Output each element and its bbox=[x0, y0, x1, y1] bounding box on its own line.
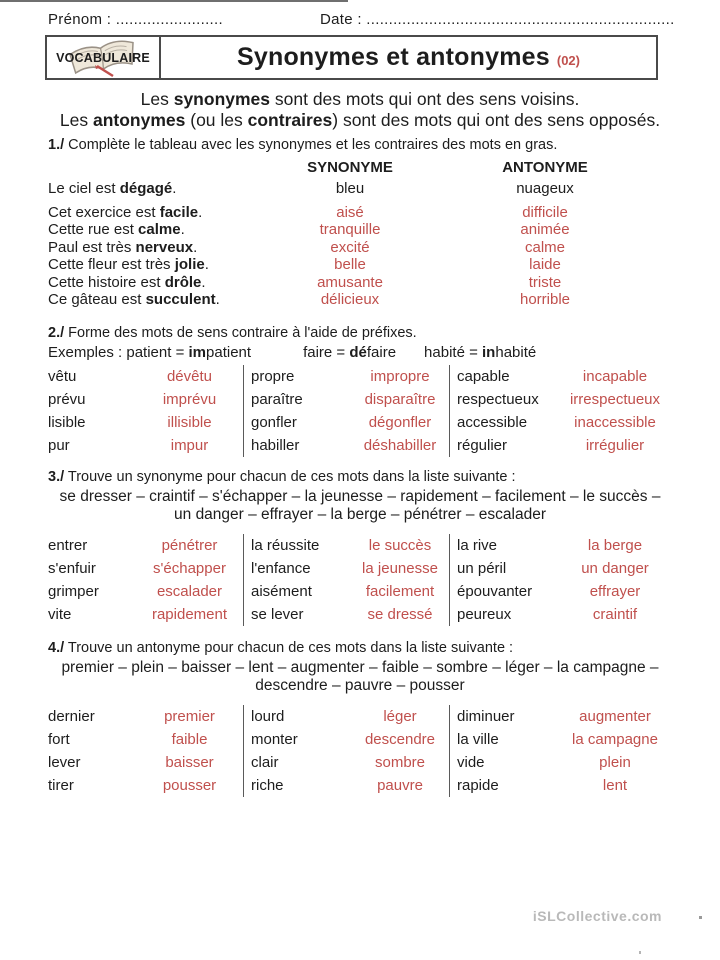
answer-word: pénétrer bbox=[161, 536, 218, 554]
antonyme-column-header: ANTONYME bbox=[502, 159, 588, 176]
exercise4-column-group-2 bbox=[243, 705, 449, 797]
prompt-word: propre bbox=[251, 367, 295, 385]
scan-speck bbox=[699, 916, 702, 919]
worksheet-number: (02) bbox=[556, 53, 580, 68]
prompt-word: respectueux bbox=[457, 390, 539, 408]
prompt-word: la ville bbox=[457, 730, 499, 748]
exercise2-column-group-3 bbox=[449, 365, 664, 457]
date-field: Date : ..................................................................... bbox=[320, 11, 675, 28]
prompt-word: accessible bbox=[457, 413, 528, 431]
exercise1-column-headers bbox=[48, 159, 720, 176]
islcollective-watermark: iSLCollective.com bbox=[532, 908, 662, 924]
worksheet-header bbox=[45, 35, 658, 80]
answer-word: se dressé bbox=[367, 605, 433, 623]
exercise4-word-list: premier – plein – baisser – lent – augmenter – faible – sombre – léger – la campagne – descendre – pauvre – pousser bbox=[61, 658, 659, 694]
exercise2-column-group-1 bbox=[48, 365, 243, 457]
prompt-word: vêtu bbox=[48, 367, 77, 385]
exercise2-heading: 2./ Forme des mots de sens contraire à l'aide de préfixes. bbox=[48, 324, 417, 341]
antonyme-answer: horrible bbox=[519, 291, 571, 308]
antonyme-answer: difficile bbox=[522, 203, 568, 221]
intro-line-2: Les antonymes (ou les contraires) sont des mots qui ont des sens opposés. bbox=[59, 110, 661, 130]
intro-text bbox=[0, 89, 720, 131]
prompt-word: entrer bbox=[48, 536, 88, 554]
table-row: Cette fleur est très jolie. bbox=[48, 256, 209, 273]
prompt-word: monter bbox=[251, 730, 298, 748]
exercise1-table bbox=[48, 180, 720, 309]
answer-word: irrespectueux bbox=[569, 390, 661, 408]
synonyme-answer: excité bbox=[330, 238, 370, 256]
prompt-word: gonfler bbox=[251, 413, 297, 431]
exercise3-table bbox=[48, 534, 720, 626]
prompt-word: régulier bbox=[457, 436, 508, 454]
answer-word: augmenter bbox=[579, 707, 651, 725]
exercise1-heading: 1./ Complète le tableau avec les synonymes et les contraires des mots en gras. bbox=[48, 137, 558, 153]
title-cell bbox=[161, 37, 656, 78]
name-date-line bbox=[48, 11, 720, 28]
prompt-word: se lever bbox=[251, 605, 304, 623]
prompt-word: habiller bbox=[251, 436, 300, 454]
prompt-word: lever bbox=[48, 753, 81, 771]
prompt-word: lourd bbox=[251, 707, 285, 725]
answer-word: illisible bbox=[167, 413, 212, 431]
prompt-word: clair bbox=[251, 753, 279, 771]
page-title: Synonymes et antonymes bbox=[237, 43, 550, 71]
prompt-word: vite bbox=[48, 605, 72, 623]
answer-word: facilement bbox=[365, 582, 435, 600]
exercise4-heading: 4./ Trouve un antonyme pour chacun de ces mots dans la liste suivante : bbox=[48, 639, 514, 656]
table-row: Ce gâteau est succulent. bbox=[48, 291, 220, 308]
answer-word: effrayer bbox=[589, 582, 641, 600]
answer-word: pauvre bbox=[377, 776, 423, 794]
synonyme-column-header: SYNONYME bbox=[307, 159, 393, 176]
scan-speck bbox=[639, 951, 641, 954]
prompt-word: lisible bbox=[48, 413, 86, 431]
exercise4-table bbox=[48, 705, 720, 797]
prompt-word: rapide bbox=[457, 776, 499, 794]
answer-word: rapidement bbox=[151, 605, 228, 623]
answer-word: s'échapper bbox=[153, 559, 226, 577]
answer-word: un danger bbox=[581, 559, 649, 577]
prompt-word: aisément bbox=[251, 582, 312, 600]
prompt-word: paraître bbox=[251, 390, 303, 408]
answer-word: premier bbox=[164, 707, 215, 725]
table-row: Cette histoire est drôle. bbox=[48, 273, 206, 291]
prompt-word: tirer bbox=[48, 776, 74, 794]
prompt-word: diminuer bbox=[457, 707, 515, 725]
synonyme-answer: bleu bbox=[335, 180, 365, 197]
answer-word: descendre bbox=[364, 730, 436, 748]
prompt-word: pur bbox=[48, 436, 70, 454]
exercise3-column-group-2 bbox=[243, 534, 449, 626]
antonyme-answer: triste bbox=[528, 273, 562, 291]
answer-word: incapable bbox=[582, 367, 648, 385]
prompt-word: riche bbox=[251, 776, 284, 794]
table-row: Cet exercice est facile. bbox=[48, 203, 203, 221]
answer-word: pousser bbox=[162, 776, 217, 794]
prompt-word: l'enfance bbox=[251, 559, 311, 577]
exercise3-column-group-3 bbox=[449, 534, 664, 626]
antonyme-answer: calme bbox=[524, 238, 565, 256]
scan-artifact-line bbox=[0, 0, 348, 2]
answer-word: la jeunesse bbox=[362, 559, 438, 577]
answer-word: craintif bbox=[592, 605, 638, 623]
answer-word: faible bbox=[171, 730, 208, 748]
answer-word: impur bbox=[170, 436, 209, 454]
exercise3-column-group-1 bbox=[48, 534, 243, 626]
vocabulary-logo-label: VOCABULAIRE bbox=[56, 50, 150, 65]
answer-word: dévêtu bbox=[166, 367, 213, 385]
table-row: Le ciel est dégagé. bbox=[48, 180, 177, 197]
answer-word: disparaître bbox=[364, 390, 436, 408]
exercise2-table bbox=[48, 365, 720, 457]
prompt-word: s'enfuir bbox=[48, 559, 96, 577]
prompt-word: capable bbox=[457, 367, 510, 385]
prompt-word: grimper bbox=[48, 582, 99, 600]
answer-word: inaccessible bbox=[574, 413, 656, 431]
prompt-word: épouvanter bbox=[457, 582, 533, 600]
synonyme-answer: belle bbox=[334, 256, 366, 273]
exercise3-word-list: se dresser – craintif – s'échapper – la jeunesse – rapidement – facilement – le succès – un danger – effrayer – la berge – pénétrer – escalader bbox=[59, 487, 661, 523]
antonyme-answer: nuageux bbox=[516, 180, 574, 197]
synonyme-answer: tranquille bbox=[319, 221, 381, 238]
prompt-word: vide bbox=[457, 753, 485, 771]
table-row: Cette rue est calme. bbox=[48, 221, 185, 238]
prompt-word: la rive bbox=[457, 536, 498, 554]
prompt-word: un péril bbox=[457, 559, 507, 577]
answer-word: la campagne bbox=[572, 730, 658, 748]
answer-word: escalader bbox=[156, 582, 223, 600]
answer-word: le succès bbox=[368, 536, 432, 554]
exercise2-column-group-2 bbox=[243, 365, 449, 457]
exercise4-column-group-1 bbox=[48, 705, 243, 797]
prompt-word: peureux bbox=[457, 605, 512, 623]
antonyme-answer: laide bbox=[529, 256, 561, 273]
prompt-word: la réussite bbox=[251, 536, 320, 554]
answer-word: sombre bbox=[374, 753, 426, 771]
answer-word: léger bbox=[383, 707, 417, 725]
answer-word: impropre bbox=[370, 367, 430, 385]
answer-word: dégonfler bbox=[368, 413, 432, 431]
exercise3-heading: 3./ Trouve un synonyme pour chacun de ces mots dans la liste suivante : bbox=[48, 468, 516, 485]
prenom-field: Prénom : ........................ bbox=[48, 11, 223, 28]
exercise2-examples: Exemples : patient = impatient faire = défaire habité = inhabité bbox=[48, 343, 537, 361]
answer-word: la berge bbox=[587, 536, 643, 554]
answer-word: irrégulier bbox=[585, 436, 645, 454]
answer-word: imprévu bbox=[162, 390, 217, 408]
synonyme-answer: amusante bbox=[317, 273, 383, 291]
synonyme-answer: délicieux bbox=[320, 291, 380, 308]
table-row: Paul est très nerveux. bbox=[48, 238, 198, 256]
synonyme-answer: aisé bbox=[336, 203, 364, 221]
prompt-word: dernier bbox=[48, 707, 95, 725]
answer-word: lent bbox=[602, 776, 628, 794]
prompt-word: fort bbox=[48, 730, 70, 748]
answer-word: baisser bbox=[165, 753, 214, 771]
antonyme-answer: animée bbox=[520, 221, 570, 238]
exercise4-column-group-3 bbox=[449, 705, 664, 797]
vocabulary-logo bbox=[47, 37, 161, 78]
intro-line-1: Les synonymes sont des mots qui ont des sens voisins. bbox=[140, 89, 580, 109]
answer-word: plein bbox=[599, 753, 631, 771]
prompt-word: prévu bbox=[48, 390, 86, 408]
answer-word: déshabiller bbox=[363, 436, 437, 454]
